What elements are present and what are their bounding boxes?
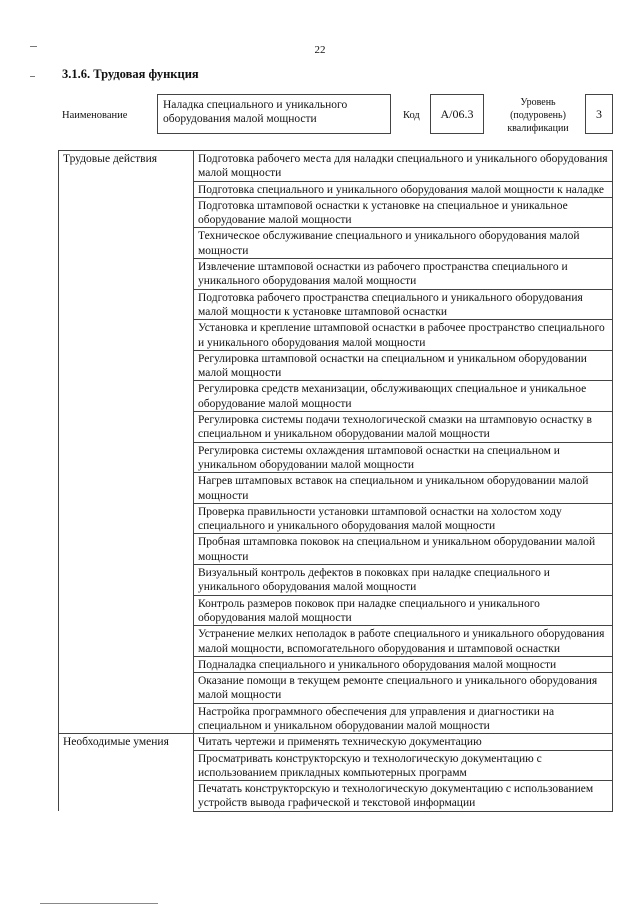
- labor-action-row: [59, 381, 613, 412]
- skill-row-text: Просматривать конструкторскую и технологическую документацию с использованием прикладных компьютерных программ: [194, 750, 613, 781]
- labor-action-row-text: Проверка правильности установки штамповой оснастки на холостом ходу специального и уникального оборудования малой мощности: [194, 503, 613, 534]
- labor-action-row-text: Подготовка специального и уникального оборудования малой мощности к наладке: [194, 181, 613, 197]
- skill-row: [59, 750, 613, 781]
- labor-actions-label: [59, 181, 194, 197]
- skills-label: Необходимые умения: [59, 734, 194, 750]
- labor-action-row: [59, 473, 613, 504]
- labor-action-row-text: Регулировка системы охлаждения штамповой оснастки на специальном и уникальном оборудовании малой мощности: [194, 442, 613, 473]
- labor-action-row: [59, 703, 613, 734]
- labor-action-row-text: Подналадка специального и уникального оборудования малой мощности: [194, 656, 613, 672]
- labor-action-row: [59, 259, 613, 290]
- labor-action-row: [59, 181, 613, 197]
- labor-actions-label: [59, 673, 194, 704]
- labor-action-row-text: Подготовка рабочего места для наладки специального и уникального оборудования малой мощности: [194, 151, 613, 182]
- labor-action-row-text: Подготовка штамповой оснастки к установке на специальное и уникальное оборудование малой мощности: [194, 197, 613, 228]
- margin-tick: [30, 46, 37, 47]
- labor-actions-label: [59, 381, 194, 412]
- qualification-level-label: Уровень (подуровень) квалификации: [507, 97, 569, 134]
- labor-actions-label: [59, 503, 194, 534]
- labor-action-row: [59, 289, 613, 320]
- labor-action-row: [59, 197, 613, 228]
- labor-actions-label: Трудовые действия: [59, 151, 194, 182]
- qualification-level-box: 3: [585, 94, 613, 134]
- page-number: 22: [314, 44, 326, 56]
- labor-action-row-text: Контроль размеров поковок при наладке специального и уникального оборудования малой мощности: [194, 595, 613, 626]
- labor-action-row: [59, 151, 613, 182]
- labor-action-row: [59, 673, 613, 704]
- skill-row-text: Читать чертежи и применять техническую документацию: [194, 734, 613, 750]
- skill-row: [59, 734, 613, 750]
- labor-action-row-text: Визуальный контроль дефектов в поковках при наладке специального и уникального оборудования малой мощности: [194, 565, 613, 596]
- labor-actions-label: [59, 259, 194, 290]
- labor-action-row-text: Регулировка системы подачи технологической смазки на штамповую оснастку в специальном и уникальном оборудовании малой мощности: [194, 412, 613, 443]
- labor-action-row-text: Регулировка средств механизации, обслуживающих специальное и уникальное оборудование малой мощности: [194, 381, 613, 412]
- labor-actions-label: [59, 442, 194, 473]
- function-name-box: Наладка специального и уникального оборудования малой мощности: [157, 94, 391, 134]
- labor-actions-label: [59, 228, 194, 259]
- labor-action-row-text: Нагрев штамповых вставок на специальном и уникальном оборудовании малой мощности: [194, 473, 613, 504]
- labor-actions-label: [59, 534, 194, 565]
- margin-tick: [30, 76, 35, 77]
- labor-actions-label: [59, 473, 194, 504]
- labor-action-row: [59, 595, 613, 626]
- labor-actions-label: [59, 412, 194, 443]
- labor-action-row-text: Настройка программного обеспечения для управления и диагностики на специальном и уникальном оборудовании малой мощности: [194, 703, 613, 734]
- labor-action-row-text: Регулировка штамповой оснастки на специальном и уникальном оборудовании малой мощности: [194, 350, 613, 381]
- skill-row-text: Печатать конструкторскую и технологическую документацию с использованием устройств вывода графической и текстовой информации: [194, 781, 613, 812]
- skills-label: [59, 750, 194, 781]
- labor-action-row: [59, 656, 613, 672]
- labor-actions-label: [59, 656, 194, 672]
- labor-action-row: [59, 534, 613, 565]
- labor-actions-label: [59, 350, 194, 381]
- labor-actions-label: [59, 565, 194, 596]
- labor-action-row: [59, 412, 613, 443]
- labor-action-row: [59, 626, 613, 657]
- code-box: A/06.3: [430, 94, 484, 134]
- labor-action-row-text: Установка и крепление штамповой оснастки в рабочее пространство специального и уникального оборудования малой мощности: [194, 320, 613, 351]
- labor-action-row: [59, 350, 613, 381]
- footer-rule: [40, 903, 158, 904]
- labor-actions-label: [59, 289, 194, 320]
- labor-actions-label: [59, 626, 194, 657]
- labor-action-row-text: Техническое обслуживание специального и уникального оборудования малой мощности: [194, 228, 613, 259]
- labor-action-row-text: Устранение мелких неполадок в работе специального и уникального оборудования малой мощности, вспомогательного оборудования и штамповой оснастки: [194, 626, 613, 657]
- labor-action-row: [59, 442, 613, 473]
- labor-actions-label: [59, 595, 194, 626]
- labor-action-row: [59, 228, 613, 259]
- code-label: Код: [403, 110, 420, 121]
- labor-action-row: [59, 503, 613, 534]
- functions-table: [58, 150, 613, 812]
- labor-actions-label: [59, 197, 194, 228]
- labor-action-row-text: Оказание помощи в текущем ремонте специального и уникального оборудования малой мощности: [194, 673, 613, 704]
- labor-action-row-text: Пробная штамповка поковок на специальном и уникальном оборудовании малой мощности: [194, 534, 613, 565]
- table-body: [59, 151, 613, 812]
- function-name-label: Наименование: [62, 110, 128, 121]
- labor-actions-label: [59, 320, 194, 351]
- labor-actions-label: [59, 703, 194, 734]
- labor-action-row: [59, 565, 613, 596]
- skill-row: [59, 781, 613, 812]
- labor-action-row-text: Извлечение штамповой оснастки из рабочего пространства специального и уникального оборудования малой мощности: [194, 259, 613, 290]
- section-title: 3.1.6. Трудовая функция: [62, 67, 199, 81]
- skills-label: [59, 781, 194, 812]
- labor-action-row: [59, 320, 613, 351]
- labor-action-row-text: Подготовка рабочего пространства специального и уникального оборудования малой мощности к установке штамповой оснастки: [194, 289, 613, 320]
